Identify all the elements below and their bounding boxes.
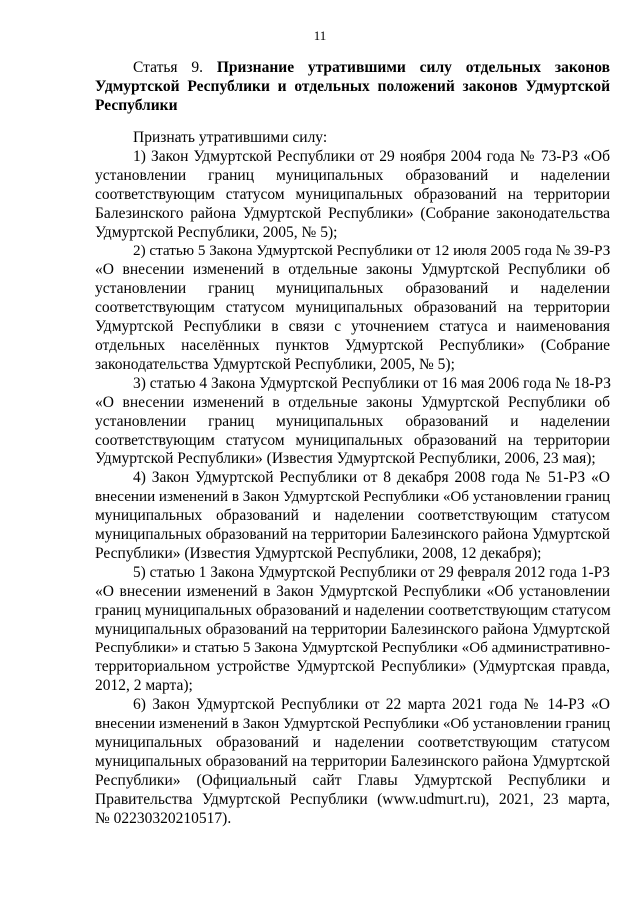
text-line: 6) Закон Удмуртской Республики от 22 марта 2021 года № 14-РЗ «О xyxy=(133,696,610,714)
article-heading xyxy=(95,58,610,115)
list-item xyxy=(95,564,610,696)
text-line: «О внесении изменений в Закон Удмуртской Республики «Об установлении xyxy=(95,582,610,600)
text-line: отдельных населённых пунктов Удмуртской Республики» (Собрание xyxy=(95,336,610,354)
list-item xyxy=(95,375,610,470)
text-line: соответствующим статусом муниципальных образований на территории xyxy=(95,299,610,317)
text-line: муниципальных образований на территории Балезинского района Удмуртской xyxy=(95,526,610,544)
text-line: «О внесении изменений в отдельные законы Удмуртской Республики об xyxy=(95,393,610,411)
article-heading-line xyxy=(95,77,610,96)
text-line: 3) статью 4 Закона Удмуртской Республики от 16 мая 2006 года № 18-РЗ xyxy=(133,374,611,392)
text-line: Удмуртской Республики» (Известия Удмуртской Республики, 2006, 23 мая); xyxy=(95,450,596,468)
text-line: муниципальных образований и наделении соответствующим статусом xyxy=(95,507,610,525)
text-line: Республики» (Официальный сайт Главы Удмуртской Республики и xyxy=(95,771,610,789)
article-heading-line xyxy=(95,96,610,115)
text-line: установлении границ муниципальных образований и наделении xyxy=(95,280,610,298)
list-item xyxy=(95,469,610,564)
text-line: внесении изменений в Закон Удмуртской Республики «Об установлении границ xyxy=(95,716,611,733)
list-item xyxy=(95,696,610,828)
text-line: 4) Закон Удмуртской Республики от 8 декабря 2008 года № 51-РЗ «О xyxy=(133,469,610,487)
text-line: Республики» и статью 5 Закона Удмуртской Республики «Об административно- xyxy=(95,639,610,657)
text-line: Удмуртской Республики в связи с уточнением статуса и наименования xyxy=(95,318,610,336)
text-line: муниципальных образований и наделении соответствующим статусом xyxy=(95,734,610,751)
text-line: законодательства Удмуртской Республики, 2005, № 5); xyxy=(95,355,455,373)
text-line: муниципальных образований на территории Балезинского района Удмуртской xyxy=(95,752,610,770)
text-line: муниципальных образований на территории Балезинского района Удмуртской xyxy=(95,620,610,638)
article-title-part: Признание утратившими силу отдельных законов xyxy=(216,59,610,76)
text-line: внесении изменений в Закон Удмуртской Республики «Об установлении границ xyxy=(95,489,611,506)
article-heading-line xyxy=(95,58,610,77)
text-line: установлении границ муниципальных образований и наделении xyxy=(95,412,610,430)
text-line: «О внесении изменений в отдельные законы Удмуртской Республики об xyxy=(95,261,610,279)
text-line: Республики» (Известия Удмуртской Республики, 2008, 12 декабря); xyxy=(95,544,542,562)
article-body xyxy=(95,129,610,829)
text-line: соответствующим статусом муниципальных образований на территории xyxy=(95,431,610,449)
text-line: Удмуртской Республики, 2005, № 5); xyxy=(95,223,338,241)
text-line: границ муниципальных образований и наделении соответствующим статусом xyxy=(95,601,611,619)
text-line: 1) Закон Удмуртской Республики от 29 ноября 2004 года № 73-РЗ «Об xyxy=(133,147,610,165)
list-item xyxy=(95,148,610,243)
text-line: 2012, 2 марта); xyxy=(95,677,193,695)
text-line: Балезинского района Удмуртской Республики» (Собрание законодательства xyxy=(95,204,610,222)
text-line: территориальном устройстве Удмуртской Республики» (Удмуртская правда, xyxy=(95,658,610,676)
text-line: 2) статью 5 Закона Удмуртской Республики от 12 июля 2005 года № 39-РЗ xyxy=(133,242,611,260)
page-number: 11 xyxy=(313,28,327,43)
intro-line: Признать утратившими силу: xyxy=(133,129,328,146)
article-prefix: Статья 9. xyxy=(133,59,203,76)
text-line: соответствующим статусом муниципальных образований на территории xyxy=(95,185,610,203)
text-line: 5) статью 1 Закона Удмуртской Республики от 29 февраля 2012 года 1-РЗ xyxy=(133,563,610,581)
text-line: Правительства Удмуртской Республики (www.udmurt.ru), 2021, 23 марта, xyxy=(95,790,610,808)
text-line: установлении границ муниципальных образований и наделении xyxy=(95,166,610,184)
article-title-part: Удмуртской Республики и отдельных положений законов Удмуртской xyxy=(95,78,610,95)
article-title-part: Республики xyxy=(95,97,178,114)
text-line: № 02230320210517). xyxy=(95,809,232,827)
list-item xyxy=(95,242,610,374)
